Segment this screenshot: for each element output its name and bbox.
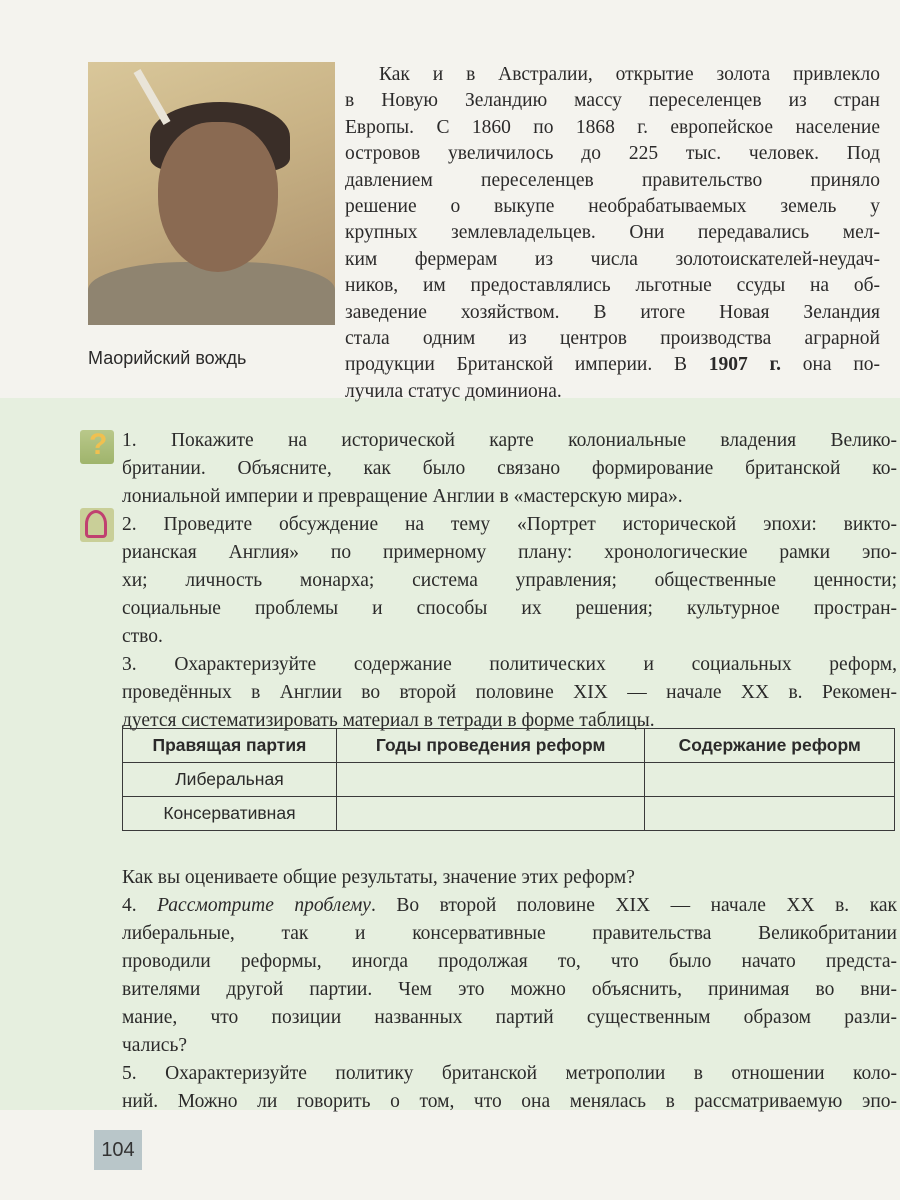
maori-chief-portrait xyxy=(88,62,335,325)
table-cell xyxy=(336,797,645,831)
table-header: Правящая партия xyxy=(123,729,337,763)
question-line: британии. Объясните, как было связано формирование британской ко- xyxy=(122,458,897,479)
table-row xyxy=(123,763,895,797)
figure-caption: Маорийский вождь xyxy=(88,348,247,368)
text-line: в Новую Зеландию массу переселенцев из стран xyxy=(345,90,880,112)
question-line: 5. Охарактеризуйте политику британской метрополии в отношении коло- xyxy=(122,1063,897,1084)
text-line: решение о выкупе необрабатываемых земель у xyxy=(345,196,880,218)
question-line: рианская Англия» по примерному плану: хронологические рамки эпо- xyxy=(122,542,897,563)
table-header: Содержание реформ xyxy=(645,729,895,763)
question-line xyxy=(122,892,897,920)
question-line: ний. Можно ли говорить о том, что она менялась в рассматриваемую эпо- xyxy=(122,1091,897,1112)
question-line: проведённых в Англии во второй половине XIX — начале XX в. Рекомен- xyxy=(122,682,897,703)
question-line: хи; личность монарха; система управления; общественные ценности; xyxy=(122,570,897,591)
text-span: она по- xyxy=(781,354,880,376)
question-line: вителями другой партии. Чем это можно объяснить, принимая во вни- xyxy=(122,979,897,1000)
text-span: . Во второй половине XIX — начале XX в. как xyxy=(370,895,897,916)
question-line: 3. Охарактеризуйте содержание политических и социальных реформ, xyxy=(122,654,897,675)
bold-year: 1907 г. xyxy=(708,354,781,376)
italic-phrase: Рассмотрите проблему xyxy=(157,895,371,916)
text-line: Как и в Австралии, открытие золота привлекло xyxy=(379,64,880,85)
table-cell: Консервативная xyxy=(123,797,337,831)
text-line: крупных землевладельцев. Они передавались мел- xyxy=(345,222,880,244)
question-line: 1. Покажите на исторической карте колониальные владения Велико- xyxy=(122,430,897,451)
question-line: мание, что позиции названных партий существенным образом разли- xyxy=(122,1007,897,1028)
table-row xyxy=(123,797,895,831)
question-line: Как вы оцениваете общие результаты, значение этих реформ? xyxy=(122,867,635,888)
question-line: либеральные, так и консервативные правительства Великобритании xyxy=(122,923,897,944)
table-cell xyxy=(645,797,895,831)
text-line xyxy=(345,352,880,378)
question-line: чались? xyxy=(122,1035,188,1056)
discussion-icon xyxy=(80,508,114,542)
text-line: стала одним из центров производства аграрной xyxy=(345,328,880,350)
question-line: ство. xyxy=(122,626,163,647)
questions-block-continued xyxy=(122,864,897,1116)
question-line: дуется систематизировать материал в тетради в форме таблицы. xyxy=(122,710,655,731)
reforms-table xyxy=(122,728,895,831)
question-line: социальные проблемы и способы их решения; культурное простран- xyxy=(122,598,897,619)
question-line: 2. Проведите обсуждение на тему «Портрет исторической эпохи: викто- xyxy=(122,514,897,535)
text-span: продукции Британской империи. В xyxy=(345,354,687,376)
text-span: 4. xyxy=(122,895,158,916)
table-cell: Либеральная xyxy=(123,763,337,797)
page-number: 104 xyxy=(94,1130,142,1170)
text-line: островов увеличилось до 225 тыс. человек. Под xyxy=(345,143,880,165)
table-header: Годы проведения реформ xyxy=(336,729,645,763)
text-line: давлением переселенцев правительство приняло xyxy=(345,169,880,191)
text-line: ким фермерам из числа золотоискателей-неудач- xyxy=(345,248,880,270)
main-text xyxy=(345,62,880,405)
table-header-row xyxy=(123,729,895,763)
text-line: лучила статус доминиона. xyxy=(345,380,562,402)
question-icon: ? xyxy=(80,430,114,464)
table-cell xyxy=(645,763,895,797)
text-line: заведение хозяйством. В итоге Новая Зеландия xyxy=(345,301,880,323)
question-line: проводили реформы, иногда продолжая то, что было начато предста- xyxy=(122,951,897,972)
text-line: Европы. С 1860 по 1868 г. европейское население xyxy=(345,116,880,138)
question-line: лониальной империи и превращение Англии в «мастерскую мира». xyxy=(122,486,683,507)
table-cell xyxy=(336,763,645,797)
text-line: ников, им предоставлялись льготные ссуды на об- xyxy=(345,275,880,297)
questions-block xyxy=(122,427,897,735)
